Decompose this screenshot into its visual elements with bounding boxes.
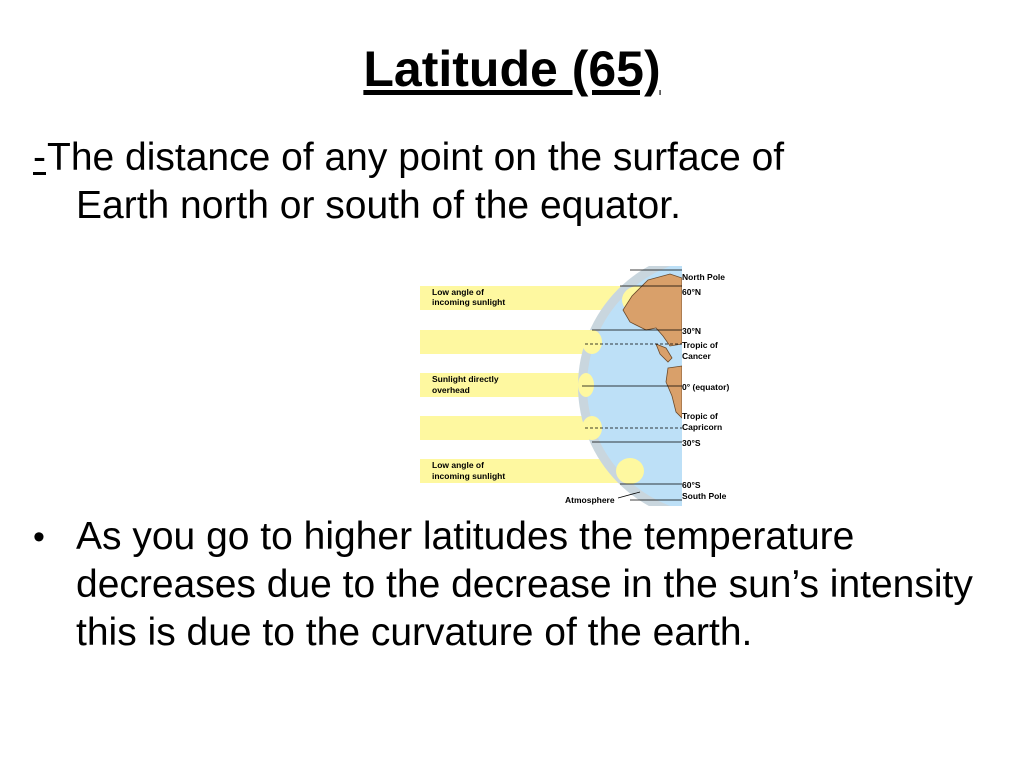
label-tropic-cancer-1: Tropic of [682,340,718,350]
label-tropic-capricorn-1: Tropic of [682,411,718,421]
sunlight-band-4 [420,416,592,440]
label-tropic-cancer-2: Cancer [682,351,711,361]
temperature-text: As you go to higher latitudes the temperature decreases due to the decrease in the sun’s intensity this is due to the curvature of the earth. [76,515,973,654]
label-30s: 30°S [682,438,701,448]
label-60n: 60°N [682,287,701,297]
sunlight-label-1a: Low angle of [432,287,484,297]
sunlight-label-2a: Sunlight directly [432,374,499,384]
sunlight-label-2b: overhead [432,385,470,395]
sunlight-label-1b: incoming sunlight [432,297,506,307]
sun-spot-5 [616,458,644,484]
label-south-pole: South Pole [682,491,727,501]
sunlight-label-3b: incoming sunlight [432,471,506,481]
label-60s: 60°S [682,480,701,490]
sunlight-band-2 [420,330,592,354]
label-30n: 30°N [682,326,701,336]
label-tropic-capricorn-2: Capricorn [682,422,723,432]
dash-marker: - [33,136,46,179]
bullet-marker: • [33,518,45,556]
definition-line-2: Earth north or south of the equator. [76,184,681,227]
slide-title: Latitude (65) [363,41,661,97]
definition-text [33,134,993,230]
label-north-pole: North Pole [682,272,725,282]
label-equator: 0° (equator) [682,382,730,392]
sun-spot-3 [578,373,594,397]
sun-spot-2 [582,330,602,354]
definition-line-1: The distance of any point on the surface of [47,136,785,179]
label-atmosphere: Atmosphere [565,495,615,505]
latitude-diagram [420,266,760,506]
temperature-bullet [33,513,1008,657]
sunlight-label-3a: Low angle of [432,460,484,470]
